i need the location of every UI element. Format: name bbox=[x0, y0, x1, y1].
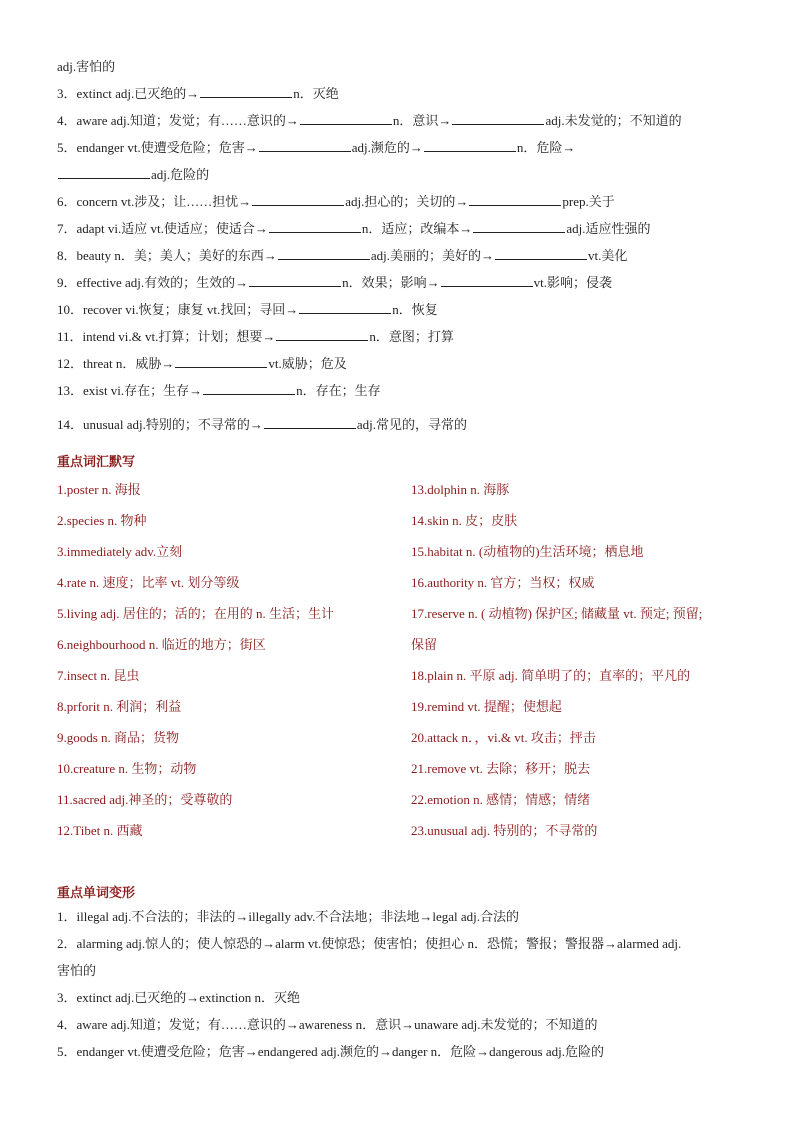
line-text: n．灭绝 bbox=[293, 86, 339, 101]
vocab-item: 21.remove vt. 去除；移开；脱去 bbox=[411, 761, 591, 776]
vocab-item: 23.unusual adj. 特别的；不寻常的 bbox=[411, 823, 598, 838]
word-form-line: 5．endanger vt.使遭受危险；危害→endangered adj.濒危的→danger n．危险→dangerous adj.危险的 bbox=[57, 1044, 604, 1059]
line-text: adj.常见的，寻常的 bbox=[356, 417, 467, 432]
line-text: adj.适应性强的 bbox=[566, 221, 651, 236]
exercise-line-2-tail bbox=[57, 58, 115, 76]
line-text: 14．unusual adj.特别的；不寻常的→ bbox=[57, 417, 263, 432]
section-title-word-forms: 重点单词变形 bbox=[57, 885, 136, 900]
exercise-line-5-cont bbox=[57, 166, 209, 184]
vocab-item: 12.Tibet n. 西藏 bbox=[57, 823, 143, 838]
line-text: n．存在；生存 bbox=[296, 383, 381, 398]
exercise-line-12 bbox=[57, 355, 347, 373]
vocab-item: 6.neighbourhood n. 临近的地方；街区 bbox=[57, 637, 266, 652]
vocab-item: 1.poster n. 海报 bbox=[57, 482, 141, 497]
exercise-line-5 bbox=[57, 139, 575, 157]
line-text: 7．adapt vi.适应 vt.使适应；使适合→ bbox=[57, 221, 268, 236]
line-text: prep.关于 bbox=[562, 194, 615, 209]
line-text: n．意图；打算 bbox=[369, 329, 454, 344]
word-form-line: 4．aware adj.知道；发觉；有……意识的→awareness n．意识→unaware adj.未发觉的；不知道的 bbox=[57, 1017, 598, 1032]
line-text: vt.威胁；危及 bbox=[268, 356, 347, 371]
line-text: 4．aware adj.知道；发觉；有……意识的→ bbox=[57, 113, 299, 128]
blank-field[interactable] bbox=[424, 139, 516, 152]
word-form-line-cont: 害怕的 bbox=[57, 963, 97, 978]
blank-field[interactable] bbox=[299, 301, 391, 314]
vocab-item: 2.species n. 物种 bbox=[57, 513, 147, 528]
line-text: adj.危险的 bbox=[151, 167, 210, 182]
vocab-item: 11.sacred adj.神圣的；受尊敬的 bbox=[57, 792, 233, 807]
word-form-line: 3．extinct adj.已灭绝的→extinction n．灭绝 bbox=[57, 990, 300, 1005]
blank-field[interactable] bbox=[200, 85, 292, 98]
vocab-item: 10.creature n. 生物；动物 bbox=[57, 761, 197, 776]
blank-field[interactable] bbox=[300, 112, 392, 125]
line-text: 13．exist vi.存在；生存→ bbox=[57, 383, 203, 398]
line-text: n．意识→ bbox=[392, 113, 452, 128]
vocab-item: 15.habitat n. (动植物的)生活环境；栖息地 bbox=[411, 544, 644, 559]
line-text: adj.未发觉的；不知道的 bbox=[545, 113, 682, 128]
blank-field[interactable] bbox=[452, 112, 544, 125]
line-text: vt.影响；侵袭 bbox=[533, 275, 612, 290]
exercise-line-10 bbox=[57, 301, 438, 319]
exercise-line-6 bbox=[57, 193, 615, 211]
line-text: 6．concern vt.涉及；让……担忧→ bbox=[57, 194, 252, 209]
word-form-line: 2．alarming adj.惊人的；使人惊恐的→alarm vt.使惊恐；使害怕；使担心 n．恐慌；警报；警报器→alarmed adj. bbox=[57, 936, 682, 951]
line-text: 12．threat n．威胁→ bbox=[57, 356, 175, 371]
blank-field[interactable] bbox=[276, 328, 368, 341]
vocab-item-cont: 保留 bbox=[411, 637, 438, 652]
vocab-item: 13.dolphin n. 海豚 bbox=[411, 482, 510, 497]
exercise-line-7 bbox=[57, 220, 651, 238]
exercise-line-3 bbox=[57, 85, 339, 103]
line-text: adj.濒危的→ bbox=[351, 140, 423, 155]
vocab-item: 9.goods n. 商品；货物 bbox=[57, 730, 180, 745]
exercise-line-4 bbox=[57, 112, 682, 130]
blank-field[interactable] bbox=[473, 220, 565, 233]
line-text: adj.害怕的 bbox=[57, 59, 116, 74]
blank-field[interactable] bbox=[175, 355, 267, 368]
line-text: 3．extinct adj.已灭绝的→ bbox=[57, 86, 200, 101]
blank-field[interactable] bbox=[469, 193, 561, 206]
vocab-item: 18.plain n. 平原 adj. 简单明了的；直率的；平凡的 bbox=[411, 668, 691, 683]
line-text: adj.美丽的；美好的→ bbox=[370, 248, 495, 263]
section-title-vocab-dictation: 重点词汇默写 bbox=[57, 454, 136, 469]
vocab-item: 4.rate n. 速度；比率 vt. 划分等级 bbox=[57, 575, 240, 590]
blank-field[interactable] bbox=[252, 193, 344, 206]
blank-field[interactable] bbox=[249, 274, 341, 287]
blank-field[interactable] bbox=[441, 274, 533, 287]
word-form-line: 1．illegal adj.不合法的；非法的→illegally adv.不合法地；非法地→legal adj.合法的 bbox=[57, 909, 520, 924]
vocab-item: 22.emotion n. 感情；情感；情绪 bbox=[411, 792, 591, 807]
exercise-line-9 bbox=[57, 274, 612, 292]
blank-field[interactable] bbox=[269, 220, 361, 233]
line-text: n．效果；影响→ bbox=[342, 275, 440, 290]
vocab-item: 14.skin n. 皮；皮肤 bbox=[411, 513, 518, 528]
blank-field[interactable] bbox=[264, 416, 356, 429]
blank-field[interactable] bbox=[259, 139, 351, 152]
exercise-line-13 bbox=[57, 382, 381, 400]
line-text: 8．beauty n．美；美人；美好的东西→ bbox=[57, 248, 277, 263]
line-text: 10．recover vi.恢复；康复 vt.找回；寻回→ bbox=[57, 302, 299, 317]
blank-field[interactable] bbox=[278, 247, 370, 260]
blank-field[interactable] bbox=[495, 247, 587, 260]
line-text: 11．intend vi.& vt.打算；计划；想要→ bbox=[57, 329, 276, 344]
vocab-item: 5.living adj. 居住的；活的；在用的 n. 生活；生计 bbox=[57, 606, 334, 621]
vocab-item: 19.remind vt. 提醒；使想起 bbox=[411, 699, 562, 714]
vocab-item: 16.authority n. 官方；当权；权威 bbox=[411, 575, 595, 590]
exercise-line-11 bbox=[57, 328, 454, 346]
line-text: 5．endanger vt.使遭受危险；危害→ bbox=[57, 140, 258, 155]
vocab-item: 3.immediately adv.立刻 bbox=[57, 544, 183, 559]
vocab-item: 8.prforit n. 利润；利益 bbox=[57, 699, 182, 714]
vocab-item: 17.reserve n. ( 动植物) 保护区; 储藏量 vt. 预定; 预留; bbox=[411, 606, 703, 621]
exercise-line-8 bbox=[57, 247, 627, 265]
line-text: n．危险→ bbox=[516, 140, 576, 155]
line-text: vt.美化 bbox=[588, 248, 628, 263]
line-text: 9．effective adj.有效的；生效的→ bbox=[57, 275, 249, 290]
exercise-line-14 bbox=[57, 416, 467, 434]
blank-field[interactable] bbox=[203, 382, 295, 395]
vocab-item: 7.insect n. 昆虫 bbox=[57, 668, 140, 683]
line-text: adj.担心的；关切的→ bbox=[345, 194, 469, 209]
line-text: n．恢复 bbox=[392, 302, 438, 317]
line-text: n．适应；改编本→ bbox=[361, 221, 473, 236]
blank-field[interactable] bbox=[58, 166, 150, 179]
vocab-item: 20.attack n．，vi.& vt. 攻击；抨击 bbox=[411, 730, 596, 745]
